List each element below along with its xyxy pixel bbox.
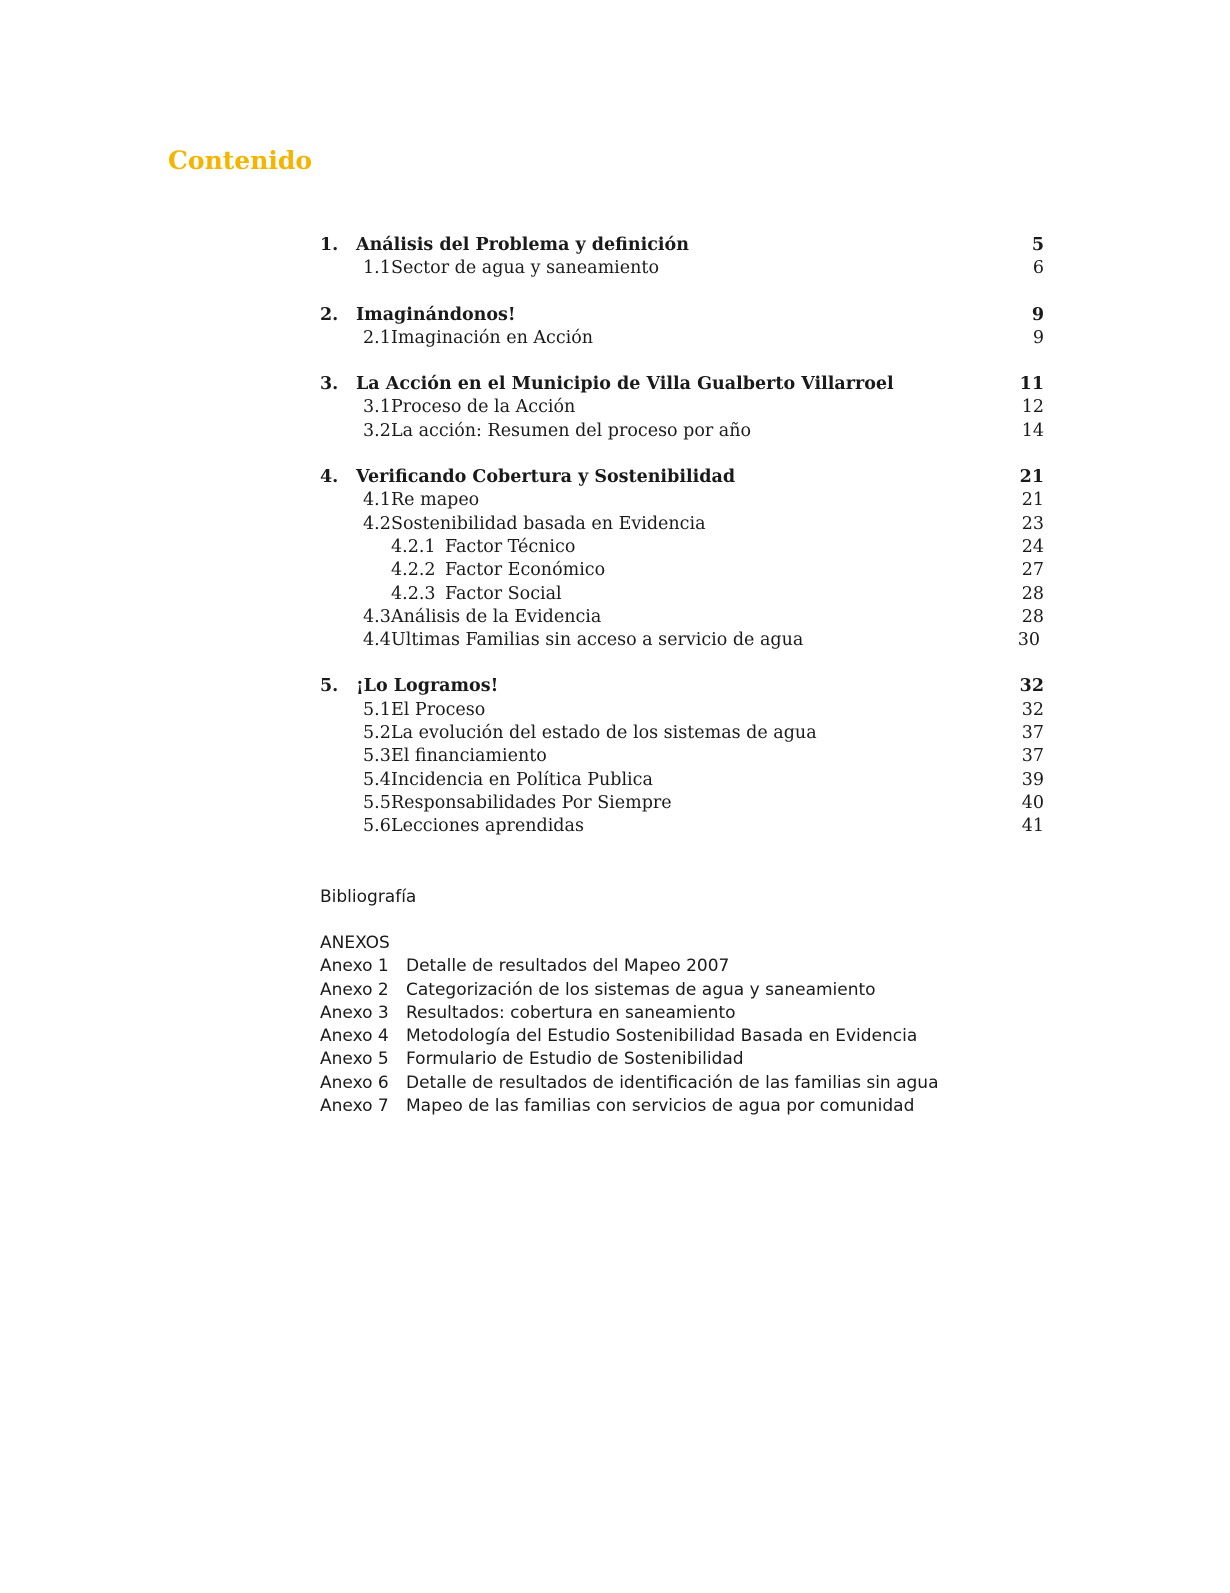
toc-entry-number: 5.1 (363, 699, 391, 720)
toc-entry-page: 39 (1021, 769, 1044, 790)
toc-subentry[interactable] (320, 257, 1044, 280)
annexes-heading: ANEXOS (320, 933, 390, 953)
annex-item[interactable] (320, 1002, 960, 1025)
toc-entry-label: Factor Técnico (445, 536, 576, 557)
toc-entry-page: 21 (1021, 490, 1044, 511)
toc-entry-label: Sector de agua y saneamiento (391, 258, 659, 279)
annex-label: Mapeo de las familias con servicios de agua por comunidad (406, 1096, 915, 1117)
toc-entry-number: 2.1 (363, 327, 391, 348)
annex-item[interactable] (320, 955, 960, 978)
toc-section-3 (320, 373, 1044, 443)
toc-entry-page: 32 (1019, 676, 1044, 697)
toc-entry-number: 4.2.2 (391, 560, 436, 581)
toc-entry-label: Ultimas Familias sin acceso a servicio de agua (391, 630, 804, 651)
toc-entry-label: Factor Económico (445, 560, 606, 581)
toc-entry-page: 28 (1021, 606, 1044, 627)
toc-subsubentry[interactable] (320, 536, 1044, 559)
annex-number: Anexo 5 (320, 1049, 389, 1070)
annexes-list (320, 932, 960, 1118)
toc-entry[interactable] (320, 234, 1044, 257)
page-title: Contenido (168, 146, 313, 175)
annex-label: Resultados: cobertura en saneamiento (406, 1002, 736, 1023)
annex-number: Anexo 7 (320, 1096, 389, 1117)
toc-entry-number: 5.2 (363, 723, 391, 744)
toc-entry-label: Análisis del Problema y definición (356, 235, 689, 255)
annex-item[interactable] (320, 1025, 960, 1048)
toc-entry-number: 5.5 (363, 792, 391, 813)
toc-subentry[interactable] (320, 815, 1044, 838)
toc-section-4 (320, 466, 1044, 652)
toc-entry-page: 23 (1021, 513, 1044, 534)
annex-label: Categorización de los sistemas de agua y saneamiento (406, 979, 876, 1000)
toc-subentry[interactable] (320, 327, 1044, 350)
toc-entry-number: 4.4 (363, 630, 391, 651)
toc-entry-number: 1.1 (363, 258, 391, 279)
toc-subentry[interactable] (320, 745, 1044, 768)
toc-entry-page: 12 (1021, 397, 1044, 418)
toc-entry-number: 5.3 (363, 746, 391, 767)
toc-subentry[interactable] (320, 513, 1044, 536)
annex-number: Anexo 4 (320, 1026, 389, 1047)
toc-entry[interactable] (320, 304, 1044, 327)
annex-item[interactable] (320, 1095, 960, 1118)
toc-entry-page: 41 (1021, 816, 1044, 837)
toc-entry-page: 27 (1021, 560, 1044, 581)
toc-subentry[interactable] (320, 629, 1044, 652)
toc-entry-label: Responsabilidades Por Siempre (391, 792, 672, 813)
toc-entry-number: 2. (320, 304, 339, 325)
toc-entry-label: La acción: Resumen del proceso por año (391, 420, 752, 441)
toc-entry-page: 30 (1017, 630, 1040, 651)
toc-entry-number: 4.1 (363, 490, 391, 511)
bibliography-entry[interactable]: Bibliografía (320, 887, 417, 907)
toc-entry-label: Incidencia en Política Publica (391, 769, 653, 790)
toc-entry[interactable] (320, 675, 1044, 698)
toc-entry-number: 3.1 (363, 397, 391, 418)
toc-entry-label: Factor Social (445, 583, 562, 604)
toc-entry-number: 4.2 (363, 513, 391, 534)
toc-entry-page: 37 (1021, 723, 1044, 744)
toc-entry-page: 14 (1021, 420, 1044, 441)
toc-entry-label: Análisis de la Evidencia (391, 606, 602, 627)
toc-entry-page: 24 (1021, 536, 1044, 557)
toc-subentry[interactable] (320, 792, 1044, 815)
toc-section-1 (320, 234, 1044, 281)
annex-label: Detalle de resultados del Mapeo 2007 (406, 956, 730, 977)
toc-entry-page: 21 (1019, 467, 1044, 488)
toc-entry-number: 4. (320, 467, 339, 488)
toc-entry[interactable] (320, 373, 1044, 396)
toc-entry-page: 37 (1021, 746, 1044, 767)
toc-subentry[interactable] (320, 606, 1044, 629)
toc-subsubentry[interactable] (320, 583, 1044, 606)
toc-entry-label: Verificando Cobertura y Sostenibilidad (356, 467, 736, 488)
toc-entry-number: 5.4 (363, 769, 391, 790)
toc-entry-label: El Proceso (391, 699, 486, 720)
toc-section-2 (320, 304, 1044, 351)
table-of-contents (320, 234, 1044, 862)
toc-entry-page: 28 (1021, 583, 1044, 604)
toc-entry-page: 11 (1019, 374, 1044, 395)
annex-label: Formulario de Estudio de Sostenibilidad (406, 1049, 744, 1070)
toc-entry-number: 3. (320, 374, 339, 395)
annex-number: Anexo 6 (320, 1072, 389, 1093)
toc-subentry[interactable] (320, 769, 1044, 792)
toc-subentry[interactable] (320, 699, 1044, 722)
toc-entry-label: Re mapeo (391, 490, 480, 511)
annex-item[interactable] (320, 1048, 960, 1071)
toc-section-5 (320, 675, 1044, 838)
toc-subentry[interactable] (320, 722, 1044, 745)
toc-entry-number: 4.3 (363, 606, 391, 627)
toc-entry-label: Lecciones aprendidas (391, 816, 584, 837)
annex-item[interactable] (320, 1072, 960, 1095)
toc-entry-label: Sostenibilidad basada en Evidencia (391, 513, 706, 534)
toc-entry-page: 40 (1021, 792, 1044, 813)
toc-entry-number: 5. (320, 676, 339, 697)
toc-entry-label: Proceso de la Acción (391, 397, 576, 418)
annex-number: Anexo 3 (320, 1002, 389, 1023)
toc-entry-label: Imaginación en Acción (391, 327, 594, 348)
toc-subsubentry[interactable] (320, 559, 1044, 582)
toc-entry-number: 4.2.3 (391, 583, 436, 604)
toc-entry-label: Imaginándonos! (356, 304, 516, 325)
toc-entry-page: 5 (1031, 235, 1044, 255)
toc-entry-label: ¡Lo Logramos! (356, 676, 499, 697)
toc-entry[interactable] (320, 466, 1044, 489)
annex-number: Anexo 2 (320, 979, 389, 1000)
toc-entry-number: 3.2 (363, 420, 391, 441)
toc-entry-label: La Acción en el Municipio de Villa Gualberto Villarroel (356, 374, 894, 395)
toc-entry-number: 5.6 (363, 816, 391, 837)
annex-label: Metodología del Estudio Sostenibilidad Basada en Evidencia (406, 1026, 918, 1047)
toc-entry-number: 4.2.1 (391, 536, 436, 557)
annex-item[interactable] (320, 979, 960, 1002)
toc-subentry[interactable] (320, 420, 1044, 443)
toc-entry-page: 6 (1032, 258, 1044, 279)
annex-number: Anexo 1 (320, 956, 389, 977)
toc-entry-page: 9 (1032, 327, 1044, 348)
toc-entry-label: El financiamiento (391, 746, 547, 767)
toc-entry-page: 9 (1031, 304, 1044, 325)
toc-entry-label: La evolución del estado de los sistemas de agua (391, 723, 817, 744)
toc-subentry[interactable] (320, 489, 1044, 512)
toc-entry-page: 32 (1021, 699, 1044, 720)
toc-entry-number: 1. (320, 235, 339, 255)
annex-label: Detalle de resultados de identificación de las familias sin agua (406, 1072, 939, 1093)
toc-subentry[interactable] (320, 396, 1044, 419)
